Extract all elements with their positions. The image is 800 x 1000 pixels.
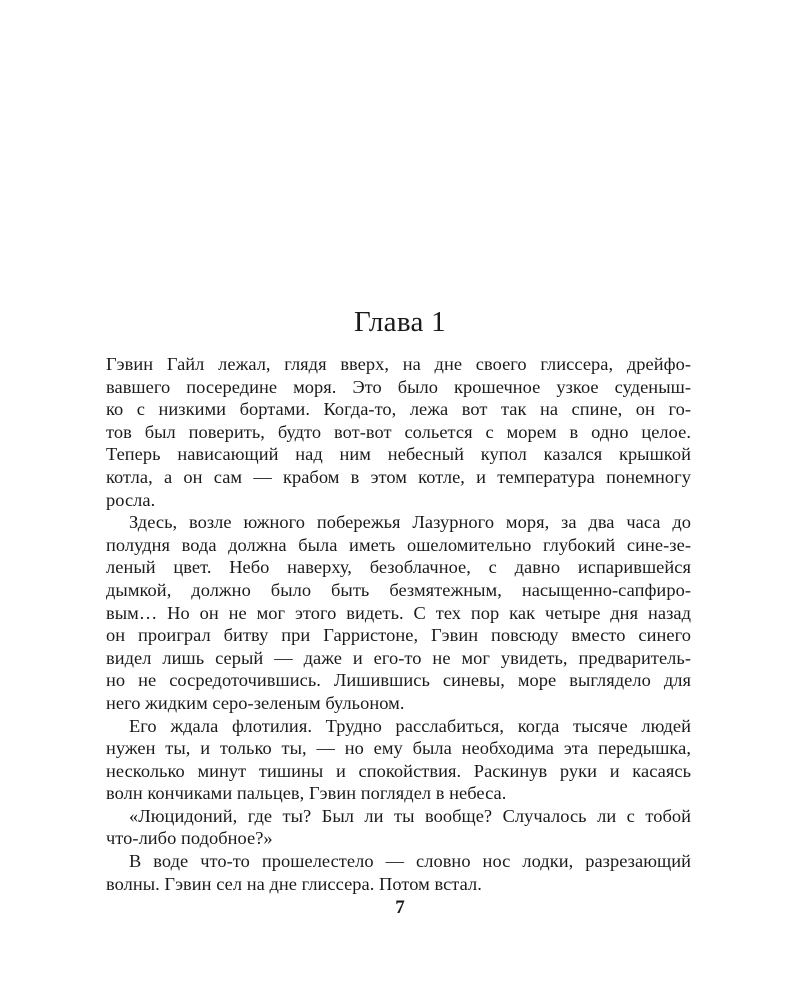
paragraph-line: Здесь, возле южного побережья Лазурного моря, за два часа до: [129, 512, 691, 533]
paragraph-line: Теперь нависающий над ним небесный купол казался крышкой: [106, 444, 691, 465]
paragraph-line: он проиграл битву при Гарристоне, Гэвин повсюду вместо синего: [106, 625, 691, 646]
paragraph-line: вым… Но он не мог этого видеть. С тех пор как четыре дня назад: [106, 602, 691, 623]
paragraph-line: вавшего посередине моря. Это было крошечное узкое суденыш-: [106, 376, 691, 397]
paragraph-line: ко с низкими бортами. Когда-то, лежа вот так на спине, он го-: [106, 399, 691, 420]
paragraph-line: тов был поверить, будто вот-вот сольется с морем в одно целое.: [106, 421, 691, 442]
paragraph-line: видел лишь серый — даже и его-то не мог увидеть, предваритель-: [106, 647, 691, 668]
paragraph-line: волны. Гэвин сел на дне глиссера. Потом встал.: [106, 873, 482, 894]
paragraph-line: леный цвет. Небо наверху, безоблачное, с давно испарившейся: [106, 557, 691, 578]
paragraph-line: Гэвин Гайл лежал, глядя вверх, на дне своего глиссера, дрейфо-: [106, 354, 691, 374]
paragraph-line: росла.: [106, 489, 156, 510]
paragraph-line: несколько минут тишины и спокойствия. Раскинув руки и касаясь: [106, 760, 691, 781]
paragraph-line: волн кончиками пальцев, Гэвин поглядел в небеса.: [106, 783, 507, 804]
paragraph-line: него жидким серо-зеленым бульоном.: [106, 692, 405, 713]
paragraph-line: Его ждала флотилия. Трудно расслабиться, когда тысяче людей: [129, 715, 691, 736]
chapter-title: Глава 1: [354, 306, 446, 338]
paragraph-line: полудня вода должна была иметь ошеломительно глубокий сине-зе-: [106, 534, 691, 555]
paragraph-line: но не сосредоточившись. Лишившись синевы, море выглядело для: [106, 670, 691, 691]
page-number: 7: [395, 897, 405, 918]
paragraph-line: В воде что-то прошелестело — словно нос лодки, разрезающий: [129, 851, 691, 872]
paragraph-line: дымкой, должно было быть безмятежным, насыщенно-сапфиро-: [106, 579, 691, 600]
paragraph-line: что-либо подобное?»: [106, 828, 273, 849]
paragraph-line: «Люцидоний, где ты? Был ли ты вообще? Случалось ли с тобой: [129, 805, 691, 826]
paragraph-line: нужен ты, и только ты, — но ему была необходима эта передышка,: [106, 738, 691, 759]
paragraph-line: котла, а он сам — крабом в этом котле, и температура понемногу: [106, 466, 691, 487]
chapter-body-text: [106, 353, 691, 895]
